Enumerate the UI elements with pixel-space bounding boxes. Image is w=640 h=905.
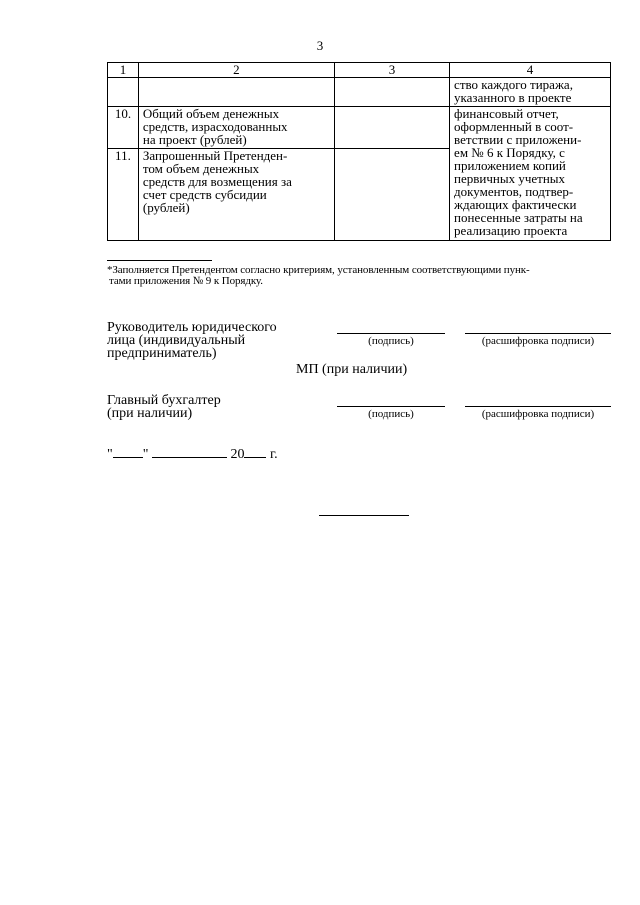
table-cell: [108, 78, 139, 107]
column-header-3: 3: [334, 63, 449, 78]
date-line: [107, 446, 278, 463]
head-decoding-line: [465, 333, 611, 334]
accountant-signature-line: [337, 406, 445, 407]
head-signature-caption: (подпись): [368, 335, 414, 347]
date-open-quote: ": [107, 447, 113, 462]
page-number: 3: [316, 38, 324, 53]
cell-line: Общий объем денежных: [142, 106, 280, 121]
cell-line: понесенные затраты на: [454, 210, 583, 225]
row-name-cell: [138, 149, 334, 241]
month-blank: [152, 446, 227, 458]
accountant-decoding-caption: (расшифровка подписи): [481, 408, 595, 420]
footnote: [107, 265, 611, 287]
cell-line: счет средств субсидии: [142, 187, 267, 202]
cell-line: на проект (рублей): [142, 132, 247, 147]
row-name-cell: [138, 107, 334, 149]
end-separator: [319, 515, 409, 516]
cell-line: ждающих фактически: [454, 197, 577, 212]
label-line: (при наличии): [107, 406, 193, 421]
year-suffix: г.: [269, 447, 278, 462]
footnote-line: *Заполняется Претендентом согласно критериям, установленным соответствующими пунк-: [107, 264, 530, 276]
cell-line: ветствии с приложени-: [454, 132, 582, 147]
head-decoding-caption: (расшифровка подписи): [481, 335, 595, 347]
day-blank: [113, 446, 143, 458]
label-line: Главный бухгалтер: [107, 393, 221, 408]
cell-line: приложением копий: [454, 158, 566, 173]
cell-line: оформленный в соот-: [454, 119, 574, 134]
cell-line: реализацию проекта: [454, 223, 568, 238]
criteria-table: [107, 62, 611, 241]
continued-text-cell: [450, 78, 611, 107]
cell-line: ем № 6 к Порядку, с: [454, 145, 565, 160]
table-cell: [138, 78, 334, 107]
row-value-cell: [334, 149, 449, 241]
cell-line: средств для возмещения за: [142, 174, 292, 189]
footnote-line: тами приложения № 9 к Порядку.: [109, 275, 263, 287]
accountant-decoding-line: [465, 406, 611, 407]
date-close-quote: ": [142, 447, 149, 462]
table-row: [108, 107, 611, 149]
accountant-signature-caption: (подпись): [368, 408, 414, 420]
accountant-label: [107, 394, 221, 420]
table-header-row: [108, 63, 611, 78]
column-header-4: 4: [450, 63, 611, 78]
merged-documents-cell: [450, 107, 611, 241]
cell-line: первичных учетных: [454, 171, 566, 186]
cell-line: Запрошенный Претенден-: [142, 148, 288, 163]
stamp-label: МП (при наличии): [296, 362, 408, 377]
head-label: [107, 321, 277, 360]
table-cell: [334, 78, 449, 107]
cell-line: ство каждого тиража,: [454, 77, 573, 92]
row-number: 10.: [108, 107, 139, 149]
cell-line: том объем денежных: [142, 161, 260, 176]
cell-line: указанного в проекте: [454, 90, 572, 105]
column-header-2: 2: [138, 63, 334, 78]
row-number: 11.: [108, 149, 139, 241]
cell-line: документов, подтвер-: [454, 184, 574, 199]
cell-line: средств, израсходованных: [142, 119, 288, 134]
cell-line: финансовый отчет,: [454, 106, 559, 121]
year-prefix: 20: [230, 447, 245, 462]
footnote-separator: [107, 260, 212, 261]
table-row-continued: [108, 78, 611, 107]
row-value-cell: [334, 107, 449, 149]
label-line: лица (индивидуальный: [107, 333, 246, 348]
label-line: предприниматель): [107, 346, 217, 361]
head-signature-line: [337, 333, 445, 334]
column-header-1: 1: [108, 63, 139, 78]
label-line: Руководитель юридического: [107, 320, 277, 335]
year-blank: [244, 446, 266, 458]
cell-line: (рублей): [142, 200, 190, 215]
